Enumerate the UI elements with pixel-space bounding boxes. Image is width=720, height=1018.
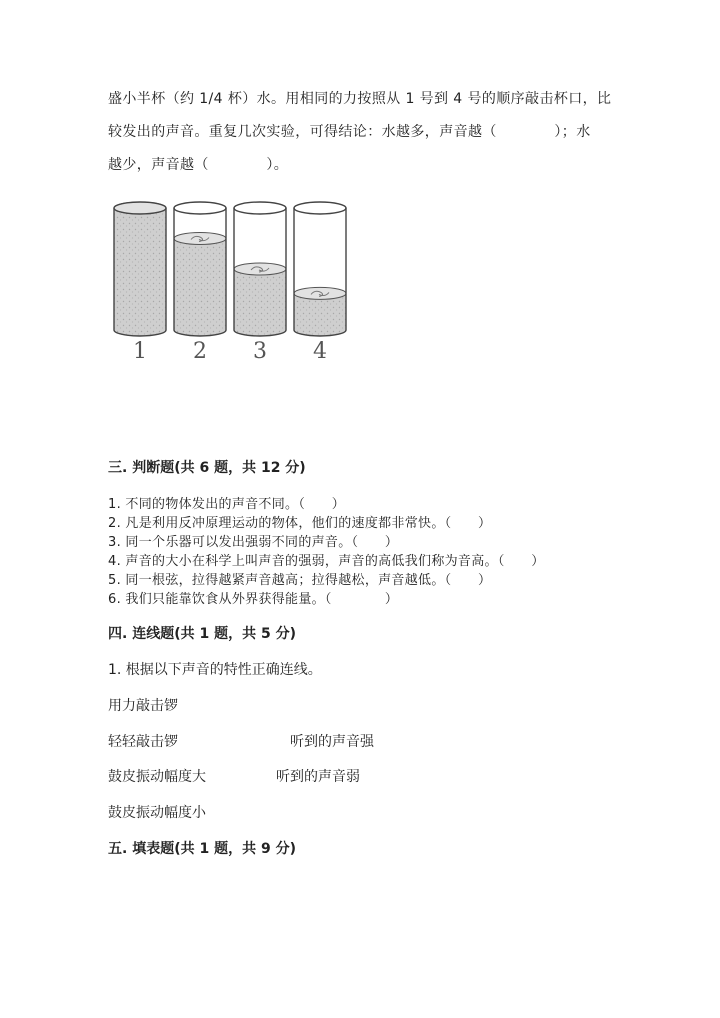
water-surface (174, 233, 226, 245)
match-right-item: 听到的声音弱 (276, 769, 360, 785)
cup-rim (114, 202, 166, 214)
water-surface (234, 263, 286, 275)
judge-item-2: 2. 凡是利用反冲原理运动的物体，他们的速度都非常快。（ ） (108, 516, 492, 531)
intro-line-3: 越少，声音越（ ）。 (108, 157, 289, 173)
match-left-item: 鼓皮振动幅度小 (108, 805, 206, 821)
cup-number-label: 4 (313, 339, 327, 364)
cup-4 (294, 202, 346, 364)
cup-3 (234, 202, 286, 364)
match-left-item: 鼓皮振动幅度大 (108, 769, 206, 785)
match-left-item: 用力敲击锣 (108, 698, 178, 714)
section-4-title: 四. 连线题(共 1 题，共 5 分) (108, 626, 296, 642)
judge-item-6: 6. 我们只能靠饮食从外界获得能量。（ ） (108, 592, 399, 607)
cup-rim (234, 202, 286, 214)
cup-rim (174, 202, 226, 214)
cup-number-label: 3 (253, 339, 267, 364)
match-left-item: 轻轻敲击锣 (108, 734, 178, 750)
cup-1 (114, 202, 166, 364)
intro-line-1: 盛小半杯（约 1/4 杯）水。用相同的力按照从 1 号到 4 号的顺序敲击杯口，比 (108, 91, 612, 107)
cup-number-label: 1 (133, 339, 147, 364)
judge-item-5: 5. 同一根弦，拉得越紧声音越高；拉得越松，声音越低。（ ） (108, 573, 492, 588)
judge-item-4: 4. 声音的大小在科学上叫声音的强弱，声音的高低我们称为音高。（ ） (108, 554, 545, 569)
judge-item-3: 3. 同一个乐器可以发出强弱不同的声音。（ ） (108, 535, 399, 550)
judge-item-1: 1. 不同的物体发出的声音不同。（ ） (108, 497, 346, 512)
cup-number-label: 2 (193, 339, 207, 364)
water-body (174, 239, 226, 337)
section-3-title: 三. 判断题(共 6 题，共 12 分) (108, 460, 306, 476)
matching-question: 1. 根据以下声音的特性正确连线。 (108, 662, 322, 678)
cups-figure (110, 198, 360, 368)
match-right-item: 听到的声音强 (290, 734, 374, 750)
water-body (234, 269, 286, 336)
water-surface (294, 287, 346, 299)
water-body (114, 208, 166, 336)
cup-2 (174, 202, 226, 364)
intro-line-2: 较发出的声音。重复几次实验，可得结论：水越多，声音越（ ）；水 (108, 124, 591, 140)
section-5-title: 五. 填表题(共 1 题，共 9 分) (108, 841, 296, 857)
cup-rim (294, 202, 346, 214)
